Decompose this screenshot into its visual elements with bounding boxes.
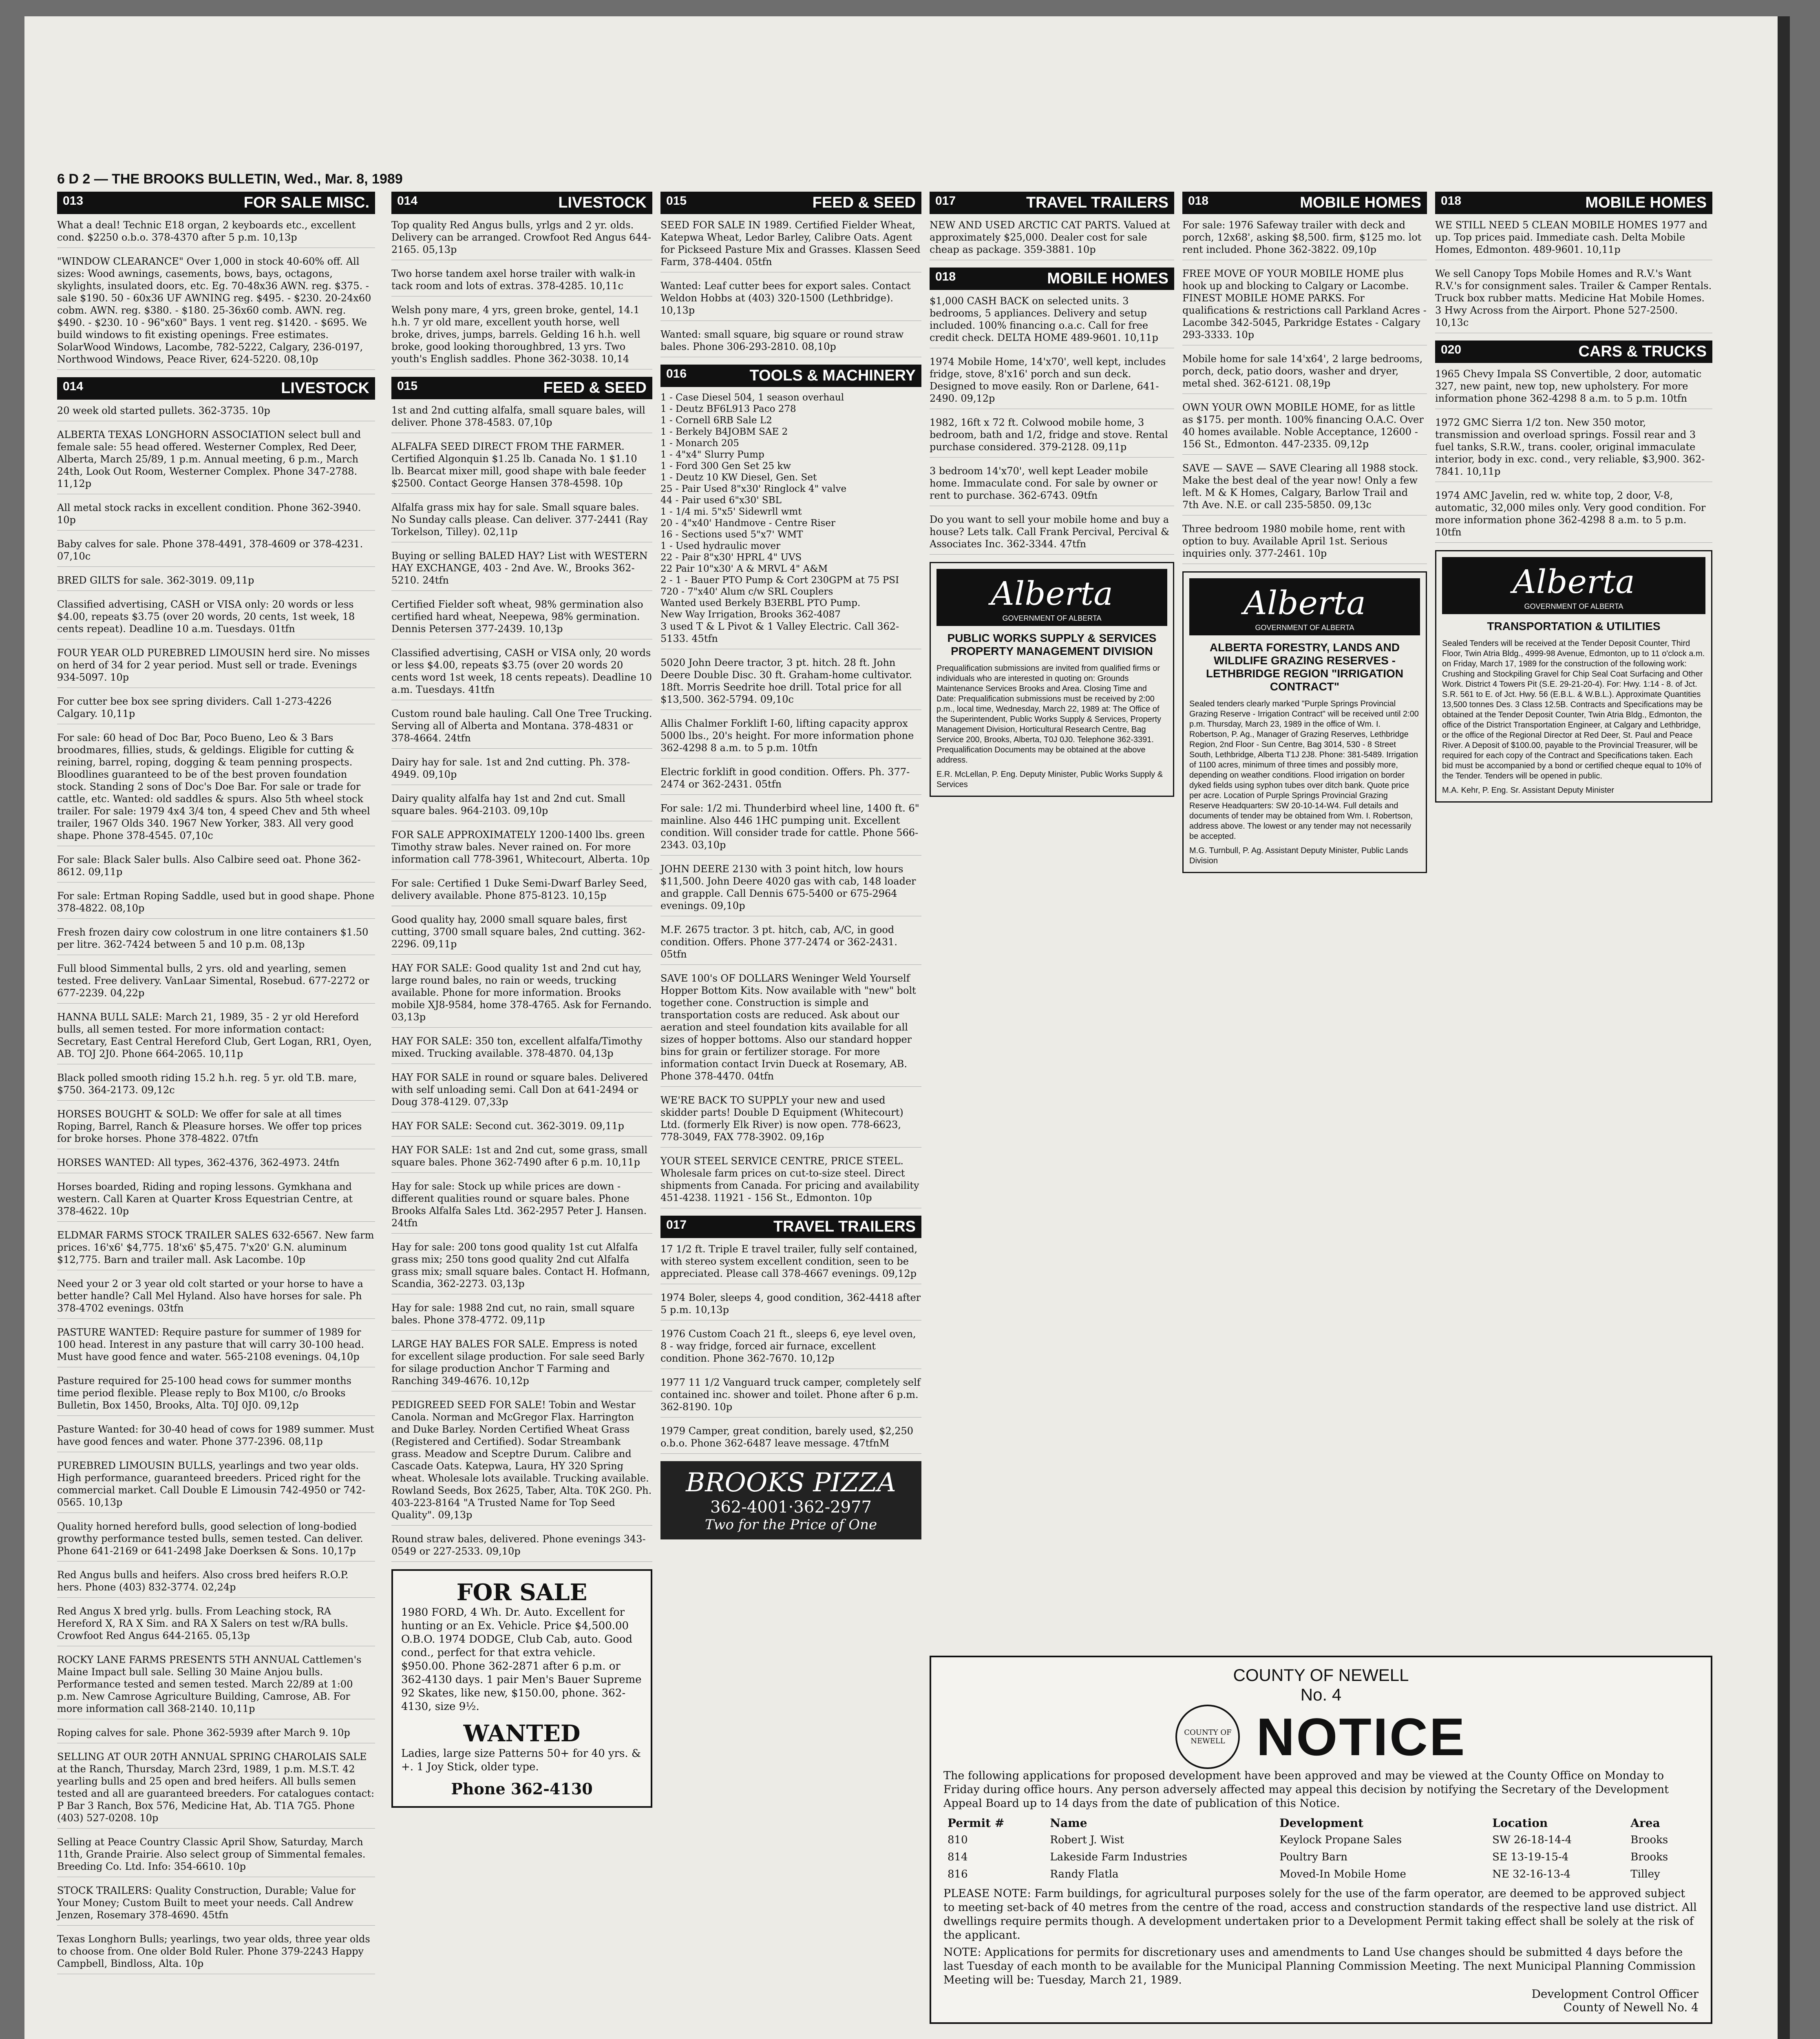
classified-ad: For sale: Black Saler bulls. Also Calbire seed oat. Phone 362-8612. 09,11p <box>57 854 375 882</box>
classified-ad: Need your 2 or 3 year old colt started or your horse to have a better handle? Call Mel Hyland. Also have horses for sale. Ph 378-4702 evenings. 03tfn <box>57 1278 375 1319</box>
table-cell: 816 <box>948 1868 968 1880</box>
column-3 <box>660 188 921 1544</box>
classified-ad: FREE MOVE OF YOUR MOBILE HOME plus hook up and blocking to Calgary or Lacombe. FINEST MOBILE HOME PARKS. For qualifications & restrictions call Parkland Acres - Lacombe 342-5045, Parkridge Estates - Calgary 293-3333. 10p <box>1182 268 1427 345</box>
table-cell: Moved-In Mobile Home <box>1279 1868 1406 1880</box>
classified-ad: Allis Chalmer Forklift I-60, lifting capacity approx 5000 lbs., 20's height. For more information phone 362-4298 8 a.m. to 5 p.m. 10tfn <box>660 717 921 759</box>
notice-please-note: PLEASE NOTE: Farm buildings, for agricultural purposes solely for the use of the farm operator, are deemed to be approved subject to meeting set-back of 40 metres from the centre of the road, access and construction standards of the respective land use district. All dwellings require permits though. A development undertaken prior to a Development Permit taking effect shall be solely at the risk of the applicant. <box>943 1887 1697 1942</box>
classified-ad: Texas Longhorn Bulls; yearlings, two year olds, three year olds to choose from. One older Bold Ruler. Phone 379-2243 Happy Campbell, Bindloss, Alta. 10p <box>57 1933 375 1974</box>
classified-ad: Dairy quality alfalfa hay 1st and 2nd cut. Small square bales. 964-2103. 09,10p <box>391 792 652 821</box>
section-header-018e: 018 MOBILE HOMES <box>1182 192 1427 214</box>
ads-015c <box>660 219 921 357</box>
machinery-item: 1 - Deutz BF6L913 Paco 278 <box>660 404 796 414</box>
classified-ad: Classified advertising, CASH or VISA only: 20 words or less $4.00, repeats $3.75 (over 20 words, 20 cents, 1st week, 18 cents repeat). Deadline 10 a.m. Tuesdays. 01tfn <box>57 598 375 639</box>
table-cell: 814 <box>948 1851 968 1863</box>
table-cell: Robert J. Wist <box>1050 1834 1124 1846</box>
permit-table <box>943 1815 1699 1883</box>
section-header-017d: 017 TRAVEL TRAILERS <box>930 192 1174 214</box>
section-header-018f: 018 MOBILE HOMES <box>1435 192 1712 214</box>
classified-ad: Quality horned hereford bulls, good selection of long-bodied growthy performance tested bulls, semen tested. Can deliver. Phone 641-2169 or 641-2498 Jake Doerksen & Sons. 10,17p <box>57 1520 375 1561</box>
machinery-item: 22 - Pair 8"x30' HPRL 4" UVS <box>660 552 802 563</box>
classified-ad: 5020 John Deere tractor, 3 pt. hitch. 28 ft. John Deere Double Disc. 30 ft. Graham-home cultivator. 18ft. Morris Seedrite hoe drill. Total price for all $13,500. 362-5794. 09,10c <box>660 657 921 710</box>
table-row <box>943 1849 1699 1866</box>
section-header-015: 015 FEED & SEED <box>391 377 652 399</box>
machinery-item: 16 - Sections used 5"x7' WMT <box>660 529 803 540</box>
classified-ad: What a deal! Technic E18 organ, 2 keyboards etc., excellent cond. $2250 o.b.o. 378-4370 after 5 p.m. 10,13p <box>57 219 375 248</box>
ads-013 <box>57 219 375 370</box>
page-header <box>57 171 403 187</box>
page-number: 6 D 2 <box>57 171 91 187</box>
notice-county: COUNTY OF NEWELL <box>1233 1665 1409 1685</box>
column-6 <box>1435 188 1712 808</box>
alberta-ad-signature: M.A. Kehr, P. Eng. Sr. Assistant Deputy Minister <box>1442 786 1615 795</box>
classified-ad: Alfalfa grass mix hay for sale. Small square bales. No Sunday calls please. Can deliver. 377-2441 (Ray Torkelson, Tilley). 02,11p <box>391 501 652 542</box>
classified-ad: HAY FOR SALE: 1st and 2nd cut, some grass, small square bales. Phone 362-7490 after 6 p.m. 10,11p <box>391 1144 652 1173</box>
alberta-ad-body: Sealed Tenders will be received at the Tender Deposit Counter, Third Floor, Twin Atria Bldg., 4999-98 Avenue, Edmonton, up to 11 o'clock a.m. on Friday, March 17, 1989 for the construction of the following work: Crushing and Stockpiling Gravel for Chip Seal Coat Surfacing and Other Work. District 4 Towers Pit (S.E. 29-21-20-4). For: Hwy. 1:14 - 8. of Jct. S.R. 561 to E. of Jct. Hwy. 56 (E.B.L. & W.B.L.). Approximate Quantities 13,500 tonnes Des. 3 Class 12.5B. Contracts and Specifications may be obtained at the Tender Deposit Counter, Twin Atria Bldg., Edmonton, the office of the District Transportation Engineer, at Calgary and Lethbridge, or the office of the Regional Director at Red Deer, St. Paul and Peace River. A Deposit of $100.00, payable to the Provincial Treasurer, will be required for each copy of the Contract and Specifications taken. Each bid must be accompanied by a bond or certified cheque equal to 10% of the Tender. Tenders will be opened in public. <box>1442 639 1705 781</box>
classified-ad: Three bedroom 1980 mobile home, rent with option to buy. Available April 1st. Serious inquiries only. 377-2461. 10p <box>1182 523 1427 564</box>
classified-ad: Wanted: small square, big square or round straw bales. Phone 306-293-2810. 08,10p <box>660 328 921 357</box>
classified-ad: Classified advertising, CASH or VISA only, 20 words or less $4.00, repeats $3.75 (over 20 words 20 cents word 1st week, 18 cents repeats). Deadline 10 a.m. Tuesdays. 41tfn <box>391 647 652 700</box>
table-cell: Randy Flatla <box>1050 1868 1119 1880</box>
classified-ad: Selling at Peace Country Classic April Show, Saturday, March 11th, Grande Prairie. Also select group of Simmental females. Breeding Co. Ltd. Info: 354-6610. 10p <box>57 1836 375 1877</box>
ads-018d <box>930 295 1174 555</box>
table-cell: Poultry Barn <box>1279 1851 1348 1863</box>
classified-ad: HANNA BULL SALE: March 21, 1989, 35 - 2 yr old Hereford bulls, all semen tested. For more information contact: Secretary, East Central Hereford Club, Gert Logan, RR1, Oyen, AB. TOJ 2J0. Phone 664-2065. 10,11p <box>57 1011 375 1064</box>
classified-ad: Baby calves for sale. Phone 378-4491, 378-4609 or 378-4231. 07,10c <box>57 538 375 567</box>
classified-ad: Round straw bales, delivered. Phone evenings 343-0549 or 227-2533. 09,10p <box>391 1533 652 1562</box>
section-header-016: 016 TOOLS & MACHINERY <box>660 365 921 387</box>
classified-ad: PASTURE WANTED: Require pasture for summer of 1989 for 100 head. Interest in any pasture that will carry 30-100 head. Must have good fence and water. 565-2108 evenings. 04,10p <box>57 1326 375 1367</box>
machinery-item: 1 - Used hydraulic mover <box>660 541 781 551</box>
column-header: Area <box>1630 1816 1660 1830</box>
pizza-name: BROOKS PIZZA <box>686 1468 896 1498</box>
table-cell: Lakeside Farm Industries <box>1050 1851 1188 1863</box>
publication-title: — THE BROOKS BULLETIN, Wed., Mar. 8, 1989 <box>94 171 403 187</box>
for-sale-body: 1980 FORD, 4 Wh. Dr. Auto. Excellent for hunting or an Ex. Vehicle. Price $4,500.00 O.B.O. 1974 DODGE, Club Cab, auto. Good cond., perfect for that extra vehicle. $950.00. Phone 362-2871 after 6 p.m. or 362-4130 days. 1 pair Men's Bauer Supreme 92 Skates, like new, $150.00, phone. 362-4130, size 9½. <box>401 1606 642 1713</box>
classified-ad: 1976 Custom Coach 21 ft., sleeps 6, eye level oven, 8 - way fridge, forced air furnace, excellent condition. Phone 362-7670. 10,12p <box>660 1328 921 1369</box>
classified-ad: 1982, 16ft x 72 ft. Colwood mobile home, 3 bedroom, bath and 1/2, fridge and stove. Rental purchase considered. 379-2128. 09,11p <box>930 416 1174 458</box>
classified-ad: Dairy hay for sale. 1st and 2nd cutting. Ph. 378-4949. 09,10p <box>391 756 652 785</box>
alberta-ad-body: Sealed tenders clearly marked "Purple Springs Provincial Grazing Reserve - Irrigation Contract" will be received until 2:00 p.m. Thursday, March 23, 1989 in the office of Wm. I. Robertson, P. Ag., Manager of Grazing Reserves, Lethbridge Region, 2nd Floor - Sun Centre, Bag 3014, 530 - 8 Street South, Lethbridge, Alberta T1J 2J8. Phone: 381-5489. Irrigation of 1100 acres, minimum of three times and possibly more, depending on weather conditions. Flood irrigation on border dyked fields using syphon tubes over ditch bank. Quote price per acre. Location of Purple Springs Provincial Grazing Reserve Headquarters: SW 20-10-14-W4. Full details and documents of tender may be obtained from Wm. I. Robertson, address above. The lowest or any tender may not necessarily be accepted. <box>1189 699 1419 841</box>
notice-signature: Development Control Officer County of Newell No. 4 <box>1531 1987 1699 2014</box>
classified-ad: $1,000 CASH BACK on selected units. 3 bedrooms, 5 appliances. Delivery and setup included. 100% financing o.a.c. Call for free credit check. DELTA HOME 489-9601. 10,11p <box>930 295 1174 348</box>
machinery-item: 1 - Deutz 10 KW Diesel, Gen. Set <box>660 472 817 483</box>
column-header: Name <box>1050 1816 1087 1830</box>
classified-ad: Full blood Simmental bulls, 2 yrs. old and yearling, semen tested. Free delivery. VanLaar Simental, Rosebud. 677-2272 or 677-2239. 04,22p <box>57 962 375 1004</box>
section-header-020: 020 CARS & TRUCKS <box>1435 341 1712 363</box>
classified-ad: 1972 GMC Sierra 1/2 ton. New 350 motor, transmission and overload springs. Fossil rear and 3 fuel tanks, S.R.W., trans. cooler, original immaculate interior, body in exc. cond., very reliable, $3,900. 362-7841. 10,11p <box>1435 416 1712 482</box>
classified-ad: BRED GILTS for sale. 362-3019. 09,11p <box>57 574 375 591</box>
classified-ad: We sell Canopy Tops Mobile Homes and R.V.'s Want R.V.'s for consignment sales. Trailer & Camper Rentals. Truck box rubber matts. Medicine Hat Mobile Homes. 3 Hwy Across from the Airport. Phone 527-2500. 10,13c <box>1435 268 1712 333</box>
wanted-body: Ladies, large size Patterns 50+ for 40 yrs. & +. 1 Joy Stick, older type. <box>401 1747 641 1773</box>
classified-ad: HAY FOR SALE in round or square bales. Delivered with self unloading semi. Call Don at 641-2494 or Doug 378-4129. 07,33p <box>391 1071 652 1112</box>
alberta-public-works-ad: Alberta GOVERNMENT OF ALBERTA PUBLIC WORKS SUPPLY & SERVICES PROPERTY MANAGEMENT DIVISION Prequalification submissions are invited from qualified firms or individuals who are interested in quoting on: Grounds Maintenance Services Brooks and Area. Closing Time and Date: Prequalification submissions must be received by 2:00 p.m., local time, Wednesday, March 22, 1989 at: The Office of the Superintendent, Public Works Supply & Services, Property Management Division, Horticultural Research Centre, Bag Service 200, Brooks, Alberta, T0J 0J0. Telephone 362-3391. Prequalification Documents may be obtained at the above address. E.R. McLellan, P. Eng. Deputy Minister, Public Works Supply & Services <box>930 562 1174 797</box>
classified-ad: ELDMAR FARMS STOCK TRAILER SALES 632-6567. New farm prices. 16'x6' $4,775. 18'x6' $5,475. 7'x20' G.N. aluminum $12,775. Barn and trailer mall. Ask Lacombe. 10p <box>57 1229 375 1270</box>
newspaper-page <box>24 16 1790 2039</box>
notice-intro: The following applications for proposed development have been approved and may be viewed at the County Office on Monday to Friday during office hours. Any person adversely affected may appeal this decision by notifying the Secretary of the Development Appeal Board up to 14 days from the date of publication of this Notice. <box>943 1769 1669 1810</box>
alberta-ad-title: ALBERTA FORESTRY, LANDS AND WILDLIFE GRAZING RESERVES - LETHBRIDGE REGION "IRRIGATION CONTRACT" <box>1206 641 1404 693</box>
ads-014b <box>391 219 652 369</box>
classified-ad: HORSES BOUGHT & SOLD: We offer for sale at all times Roping, Barrel, Ranch & Pleasure horses. We offer top prices for broke horses. Phone 378-4822. 07tfn <box>57 1108 375 1149</box>
classified-ad: Two horse tandem axel horse trailer with walk-in tack room and lots of extras. 378-4285. 10,11c <box>391 268 652 296</box>
notice-number: No. 4 <box>1300 1685 1342 1704</box>
classified-ad: HORSES WANTED: All types, 362-4376, 362-4973. 24tfn <box>57 1157 375 1173</box>
section-header-013: 013 FOR SALE MISC. <box>57 192 375 214</box>
classified-ad: Wanted: Leaf cutter bees for export sales. Contact Weldon Hobbs at (403) 320-1500 (Lethbridge). 10,13p <box>660 280 921 321</box>
machinery-list <box>660 392 921 620</box>
classified-ad: WE STILL NEED 5 CLEAN MOBILE HOMES 1977 and up. Top prices paid. Immediate cash. Delta Mobile Homes, Edmonton. 489-9601. 10,11p <box>1435 219 1712 260</box>
table-cell: Brooks <box>1630 1834 1668 1846</box>
ads-016 <box>660 620 921 1208</box>
classified-ad: LARGE HAY BALES FOR SALE. Empress is noted for excellent silage production. For sale seed Barly for silage production Anchor T Farming and Ranching 349-4676. 10,12p <box>391 1338 652 1391</box>
machinery-item: 44 - Pair used 6"x30' SBL <box>660 495 782 506</box>
classified-ad: Black polled smooth riding 15.2 h.h. reg. 5 yr. old T.B. mare, $750. 364-2173. 09,12c <box>57 1072 375 1101</box>
classified-ad: SAVE 100's OF DOLLARS Weninger Weld Yourself Hopper Bottom Kits. Now available with "new" bolt together cone. Construction is simple and transportation costs are reduced. Ask about our aeration and steel foundation kits available for all sizes of hopper bottoms. Also our standard hopper bins for grain or fertilizer storage. For more information contact Irvin Dueck at Rosemary, AB. Phone 378-4470. 04tfn <box>660 972 921 1087</box>
classified-ad: SELLING AT OUR 20TH ANNUAL SPRING CHAROLAIS SALE at the Ranch, Thursday, March 23rd, 1989, 1 p.m. M.S.T. 42 yearling bulls and 25 open and bred heifers. All bulls semen tested and all are guaranteed breeders. For catalogues contact: P Bar 3 Ranch, Box 576, Medicine Hat, Ab. T1A 7G5. Phone (403) 527-0208. 10p <box>57 1751 375 1829</box>
alberta-ad-title: TRANSPORTATION & UTILITIES <box>1487 620 1661 632</box>
classified-ad: WE'RE BACK TO SUPPLY your new and used skidder parts! Double D Equipment (Whitecourt) Ltd. (formerly Elk River) is now open. 778-6623, 778-3049, FAX 778-3902. 09,16p <box>660 1094 921 1148</box>
ads-017c <box>660 1243 921 1454</box>
machinery-item: 22 Pair 10"x30' A & MRVL 4" A&M <box>660 564 828 574</box>
classified-ad: 1979 Camper, great condition, barely used, $2,250 o.b.o. Phone 362-6487 leave message. 47tfnM <box>660 1425 921 1454</box>
classified-ad: M.F. 2675 tractor. 3 pt. hitch, cab, A/C, in good condition. Offers. Phone 377-2474 or 362-2431. 05tfn <box>660 924 921 965</box>
table-row <box>943 1866 1699 1883</box>
column-header: Permit # <box>948 1816 1005 1830</box>
classified-ad: STOCK TRAILERS: Quality Construction, Durable; Value for Your Money; Custom Built to meet your needs. Call Andrew Jenzen, Rosemary 378-4690. 45tfn <box>57 1884 375 1926</box>
machinery-item: 1 - Cornell 6RB Sale L2 <box>660 415 772 426</box>
column-header: Development <box>1279 1816 1364 1830</box>
classified-ad: For sale: 60 head of Doc Bar, Poco Bueno, Leo & 3 Bars broodmares, fillies, studs, & geldings. Eligible for cutting & reining, barrel, roping, dogging & team penning prospects. Bloodlines guaranteed to be of the best proven foundation stock. Standing 2 sons of Doc's Doe Bar. For sale or trade for cattle, etc. Wanted: old saddles & spurs. Also 5th wheel stock trailer. For sale: 1979 4x4 3/4 ton, 4 speed Chev and 5th wheel trailer, 1967 Olds 340. 1967 New Yorker, 383. All very good shape. Phone 378-4545. 07,10c <box>57 732 375 846</box>
classified-ad: JOHN DEERE 2130 with 3 point hitch, low hours $11,500. John Deere 4020 gas with cab, 148 loader and grapple. Call Dennis 675-5400 or 675-2964 evenings. 09,10p <box>660 863 921 916</box>
section-header-018d: 018 MOBILE HOMES <box>930 268 1174 290</box>
classified-ad: 1974 Mobile Home, 14'x70', well kept, includes fridge, stove, 8'x16' porch and sun deck. Designed to move easily. Ron or Darlene, 641-2490. 09,12p <box>930 356 1174 409</box>
classified-ad: Hay for sale: 1988 2nd cut, no rain, small square bales. Phone 378-4772. 09,11p <box>391 1302 652 1331</box>
alberta-logo: Alberta <box>937 569 1167 614</box>
classified-ad: Custom round bale hauling. Call One Tree Trucking. Serving all of Alberta and Montana. 378-4831 or 378-4664. 24tfn <box>391 708 652 749</box>
classified-ad: 1974 Boler, sleeps 4, good condition, 362-4418 after 5 p.m. 10,13p <box>660 1292 921 1320</box>
table-cell: 810 <box>948 1834 968 1846</box>
wanted-phone: Phone 362-4130 <box>451 1780 593 1798</box>
classified-ad: Horses boarded, Riding and roping lessons. Gymkhana and western. Call Karen at Quarter Kross Equestrian Centre, at 378-4622. 10p <box>57 1181 375 1222</box>
classified-ad: 3 used T & L Pivot & 1 Valley Electric. Call 362-5133. 45tfn <box>660 620 921 649</box>
section-header-014b: 014 LIVESTOCK <box>391 192 652 214</box>
classified-ad: "WINDOW CLEARANCE" Over 1,000 in stock 40-60% off. All sizes: Wood awnings, casements, bows, bays, octagons, skylights, insulated doors, etc. Eg. 70-48x36 AWN. reg. $375. - sale $190. 50 - 60x36 UF AWNING reg. $495. - $230. 20-24x60 cobm. AWN. reg. $380. - $180. 25-36x60 comb. AWN. reg. $490. - $230. 10 - 96"x60" Bays. 1 vent reg. $1420. - $695. We build windows to fit existing openings. Free estimates. SolarWood Windows, Lacombe, 782-5222, Calgary, 236-0197, Northwood Windows, Peace River, 624-5220. 08,10p <box>57 255 375 370</box>
for-sale-box <box>391 1569 652 1808</box>
alberta-forestry-ad: Alberta GOVERNMENT OF ALBERTA ALBERTA FORESTRY, LANDS AND WILDLIFE GRAZING RESERVES - LETHBRIDGE REGION "IRRIGATION CONTRACT" Sealed tenders clearly marked "Purple Springs Provincial Grazing Reserve - Irrigation Contract" will be received until 2:00 p.m. Thursday, March 23, 1989 in the office of Wm. I. Robertson, P. Ag., Manager of Grazing Reserves, Lethbridge Region, 2nd Floor - Sun Centre, Bag 3014, 530 - 8 Street South, Lethbridge, Alberta T1J 2J8. Phone: 381-5489. Irrigation of 1100 acres, minimum of three times and possibly more, depending on weather conditions. Flood irrigation on border dyked fields using syphon tubes over ditch bank. Quote price per acre. Location of Purple Springs Provincial Grazing Reserve Headquarters: SW 20-10-14-W4. Full details and documents of tender may be obtained from Wm. I. Robertson, address above. The lowest or any tender may not necessarily be accepted. M.G. Turnbull, P. Ag. Assistant Deputy Minister, Public Lands Division <box>1182 571 1427 873</box>
classified-ad: Top quality Red Angus bulls, yrlgs and 2 yr. olds. Delivery can be arranged. Crowfoot Red Angus 644-2165. 05,13p <box>391 219 652 260</box>
notice-title: NOTICE <box>1256 1707 1467 1767</box>
classified-ad: FOR SALE APPROXIMATELY 1200-1400 lbs. green Timothy straw bales. Never rained on. For more information call 778-3961, Whitecourt, Alberta. 10p <box>391 829 652 870</box>
classified-ad: 1965 Chevy Impala SS Convertible, 2 door, automatic 327, new paint, new top, new upholstery. For more information phone 362-4298 8 a.m. to 5 p.m. 10tfn <box>1435 368 1712 409</box>
classified-ad: ALBERTA TEXAS LONGHORN ASSOCIATION select bull and female sale: 55 head offered. Westerner Complex, Red Deer, Alberta, March 25/89, 1 p.m. Annual meeting, 6 p.m., March 24th, Look Out Room, Westerner Complex. Phone 347-2788. 11,12p <box>57 429 375 494</box>
table-cell: SE 13-19-15-4 <box>1492 1851 1569 1863</box>
classified-ad: ALFALFA SEED DIRECT FROM THE FARMER. Certified Algonquin $1.25 lb. Canada No. 1 $1.10 lb. Bearcat mixer mill, good shape with bale feeder $2500. Contact George Hansen 378-4598. 10p <box>391 440 652 494</box>
classified-ad: For sale: Certified 1 Duke Semi-Dwarf Barley Seed, delivery available. Phone 875-8123. 10,15p <box>391 877 652 906</box>
classified-ad: Pasture required for 25-100 head cows for summer months time period flexible. Please reply to Box M100, c/o Brooks Bulletin, Box 1450, Brooks, Alta. T0J 0J0. 09,12p <box>57 1375 375 1416</box>
section-header-014: 014 LIVESTOCK <box>57 377 375 400</box>
column-2 <box>391 188 652 1808</box>
classified-ad: Mobile home for sale 14'x64', 2 large bedrooms, porch, deck, patio doors, washer and dryer, metal shed. 362-6121. 08,19p <box>1182 353 1427 394</box>
classified-ad: Red Angus X bred yrlg. bulls. From Leaching stock, RA Hereford X, RA X Sim. and RA X Salers on test w/RA bulls. Crowfoot Red Angus 644-2165. 05,13p <box>57 1605 375 1646</box>
county-seal-icon: COUNTY OF NEWELL <box>1175 1705 1240 1769</box>
section-header-017c: 017 TRAVEL TRAILERS <box>660 1216 921 1238</box>
column-1 <box>57 188 375 1982</box>
machinery-item: 1 - Case Diesel 504, 1 season overhaul <box>660 392 844 403</box>
classified-ad: SAVE — SAVE — SAVE Clearing all 1988 stock. Make the best deal of the year now! Only a few left. M & K Homes, Calgary, Barlow Trail and 7th Ave. N.E. or call 235-5850. 09,13c <box>1182 462 1427 515</box>
pizza-phone: 362-4001·362-2977 <box>710 1498 872 1517</box>
machinery-item: 20 - 4"x40' Handmove - Centre Riser <box>660 518 835 529</box>
machinery-item: 1 - 4"x4" Slurry Pump <box>660 449 764 460</box>
ads-017d <box>930 219 1174 260</box>
classified-ad: Hay for sale: 200 tons good quality 1st cut Alfalfa grass mix; 250 tons good quality 2nd cut Alfalfa grass mix; small square bales. Contact H. Hofmann, Scandia, 362-2273. 03,13p <box>391 1241 652 1294</box>
classified-ad: 3 bedroom 14'x70', well kept Leader mobile home. Immaculate cond. For sale by owner or rent to purchase. 362-6743. 09tfn <box>930 465 1174 506</box>
classified-ad: Certified Fielder soft wheat, 98% germination also certified hard wheat, Neepewa, 98% germination. Dennis Petersen 377-2439. 10,13p <box>391 598 652 639</box>
classified-ad: For sale: Ertman Roping Saddle, used but in good shape. Phone 378-4822. 08,10p <box>57 890 375 919</box>
alberta-ad-title: PUBLIC WORKS SUPPLY & SERVICES PROPERTY MANAGEMENT DIVISION <box>947 632 1157 657</box>
classified-ad: Red Angus bulls and heifers. Also cross bred heifers R.O.P. hers. Phone (403) 832-3774. 02,24p <box>57 1569 375 1598</box>
ads-015 <box>391 404 652 1562</box>
ads-014 <box>57 405 375 1974</box>
classified-ad: Do you want to sell your mobile home and buy a house? Lets talk. Call Frank Percival, Percival & Associates Inc. 362-3344. 47tfn <box>930 513 1174 555</box>
machinery-item: 1 - Berkely B4JOBM SAE 2 <box>660 427 788 437</box>
classified-ad: HAY FOR SALE: Second cut. 362-3019. 09,11p <box>391 1120 652 1137</box>
machinery-item: 2 - 1 - Bauer PTO Pump & Cort 230GPM at 75 PSI <box>660 575 899 586</box>
classified-ad: YOUR STEEL SERVICE CENTRE, PRICE STEEL. Wholesale farm prices on cut-to-size steel. Direct shipments from Canada. For pricing and availability 451-4238. 11921 - 156 St., Edmonton. 10p <box>660 1155 921 1208</box>
ads-020 <box>1435 368 1712 543</box>
table-cell: Keylock Propane Sales <box>1279 1834 1402 1846</box>
table-row <box>943 1831 1699 1849</box>
ads-018f <box>1435 219 1712 333</box>
classified-ad: PEDIGREED SEED FOR SALE! Tobin and Westar Canola. Norman and McGregor Flax. Harrington and Duke Barley. Norden Certified Wheat Grass (Registered and Certified). Sodar Streambank grass. Meadow and Sceptre Durum. Calibre and Cascade Oats. Katepwa, Laura, HY 320 Spring wheat. Wholesale lots available. Trucking available. Rowland Seeds, Box 2625, Taber, Alta. T0K 2G0. Ph. 403-223-8164 "A Trusted Name for Top Seed Quality". 09,13p <box>391 1399 652 1526</box>
classified-ad: Fresh frozen dairy cow colostrum in one litre containers $1.50 per litre. 362-7424 between 5 and 10 p.m. 08,13p <box>57 926 375 955</box>
classified-ad: FOUR YEAR OLD PUREBRED LIMOUSIN herd sire. No misses on herd of 34 for 2 year period. Must sell or trade. Evenings 934-5097. 10p <box>57 647 375 688</box>
classified-ad: 1st and 2nd cutting alfalfa, small square bales, will deliver. Phone 378-4583. 07,10p <box>391 404 652 433</box>
table-cell: Brooks <box>1630 1851 1668 1863</box>
classified-ad: For sale: 1976 Safeway trailer with deck and porch, 12x68', asking $8,500. firm, $125 mo. lot rent included. Phone 362-3822. 09,10p <box>1182 219 1427 260</box>
column-4 <box>930 188 1174 803</box>
classified-ad: Hay for sale: Stock up while prices are down - different qualities round or square bales. Phone Brooks Alfalfa Sales Ltd. 362-2957 Peter J. Hansen. 24tfn <box>391 1180 652 1234</box>
column-header: Location <box>1492 1816 1548 1830</box>
alberta-transportation-ad: Alberta GOVERNMENT OF ALBERTA TRANSPORTATION & UTILITIES Sealed Tenders will be received at the Tender Deposit Counter, Third Floor, Twin Atria Bldg., 4999-98 Avenue, Edmonton, up to 11 o'clock a.m. on Friday, March 17, 1989 for the construction of the following work: Crushing and Stockpiling Gravel for Chip Seal Coat Surfacing and Other Work. District 4 Towers Pit (S.E. 29-21-20-4). For: Hwy. 1:14 - 8. of Jct. S.R. 561 to E. of Jct. Hwy. 56 (E.B.L. & W.B.L.). Approximate Quantities 13,500 tonnes Des. 3 Class 12.5B. Contracts and Specifications may be obtained at the Tender Deposit Counter, Twin Atria Bldg., Edmonton, the office of the District Transportation Engineer, at Calgary and Lethbridge, or the office of the Regional Director at Red Deer, St. Paul and Peace River. A Deposit of $100.00, payable to the Provincial Treasurer, will be required for each copy of the Contract and Specifications taken. Each bid must be accompanied by a bond or certified cheque equal to 10% of the Tender. Tenders will be opened in public. M.A. Kehr, P. Eng. Sr. Assistant Deputy Minister <box>1435 550 1712 803</box>
classified-ad: Pasture Wanted: for 30-40 head of cows for 1989 summer. Must have good fences and water. Phone 377-2396. 08,11p <box>57 1423 375 1452</box>
classified-ad: For sale: 1/2 mi. Thunderbird wheel line, 1400 ft. 6" mainline. Also 446 1HC pumping unit. Excellent condition. Will consider trade for cattle. Phone 566-2343. 03,10p <box>660 802 921 856</box>
classified-ad: NEW AND USED ARCTIC CAT PARTS. Valued at approximately $25,000. Dealer cost for sale cheap as package. 359-3881. 10p <box>930 219 1174 260</box>
table-cell: SW 26-18-14-4 <box>1492 1834 1572 1846</box>
classified-ad: Good quality hay, 2000 small square bales, first cutting, 3700 small square bales, 2nd cutting. 362-2296. 09,11p <box>391 913 652 955</box>
machinery-item: 1 - 1/4 mi. 5"x5' Sidewrll wmt <box>660 506 802 517</box>
machinery-item: 1 - Monarch 205 <box>660 438 739 449</box>
machinery-item: Wanted used Berkely B3ERBL PTO Pump. <box>660 598 861 608</box>
classified-ad: ROCKY LANE FARMS PRESENTS 5TH ANNUAL Cattlemen's Maine Impact bull sale. Selling 30 Maine Anjou bulls. Performance tested and semen tested. March 22/89 at 1:00 p.m. New Camrose Agriculture Building, Camrose, AB. For more information call 368-2140. 10,11p <box>57 1654 375 1719</box>
brooks-pizza-ad <box>660 1461 921 1539</box>
machinery-item: 720 - 7"x40' Alum c/w SRL Couplers <box>660 586 833 597</box>
section-header-015c: 015 FEED & SEED <box>660 192 921 214</box>
for-sale-title: FOR SALE <box>456 1579 588 1606</box>
column-5 <box>1182 188 1427 879</box>
classified-ad: 20 week old started pullets. 362-3735. 10p <box>57 405 375 421</box>
classified-ad: OWN YOUR OWN MOBILE HOME, for as little as $175. per month. 100% financing O.A.C. Over 40 homes available. Noble Acceptance, 12600 - 156 St., Edmonton. 447-2335. 09,12p <box>1182 401 1427 455</box>
machinery-item: 1 - Ford 300 Gen Set 25 kw <box>660 461 791 471</box>
classified-ad: 1977 11 1/2 Vanguard truck camper, completely self contained inc. shower and toilet. Phone after 6 p.m. 362-8190. 10p <box>660 1376 921 1418</box>
alberta-ad-signature: M.G. Turnbull, P. Ag. Assistant Deputy Minister, Public Lands Division <box>1189 846 1408 865</box>
wanted-title: WANTED <box>463 1720 581 1747</box>
pizza-tagline: Two for the Price of One <box>705 1517 877 1533</box>
classified-ad: Welsh pony mare, 4 yrs, green broke, gentel, 14.1 h.h. 7 yr old mare, excellent youth horse, well broke, drives, jumps, barrels. Gelding 16 h.h. well broke, good looking thoroughbred, 13 yrs. Two youth's English saddles. Phone 362-3038. 10,14 <box>391 304 652 369</box>
classified-ad: HAY FOR SALE: 350 ton, excellent alfalfa/Timothy mixed. Trucking available. 378-4870. 04,13p <box>391 1035 652 1064</box>
alberta-ad-signature: E.R. McLellan, P. Eng. Deputy Minister, Public Works Supply & Services <box>937 770 1163 789</box>
alberta-ad-body: Prequalification submissions are invited from qualified firms or individuals who are interested in quoting on: Grounds Maintenance Services Brooks and Area. Closing Time and Date: Prequalification submissions must be received by 2:00 p.m., local time, Wednesday, March 22, 1989 at: The Office of the Superintendent, Public Works Supply & Services, Property Management Division, Horticultural Research Centre, Bag Service 200, Brooks, Alberta, T0J 0J0. Telephone 362-3391. Prequalification Documents may be obtained at the above address. <box>937 664 1162 765</box>
machinery-item: New Way Irrigation, Brooks 362-4087 <box>660 609 841 620</box>
classified-ad: PUREBRED LIMOUSIN BULLS, yearlings and two year olds. High performance, guaranteed breeders. Priced right for the commercial market. Call Double E Limousin 742-4950 or 742-0565. 10,13p <box>57 1460 375 1513</box>
classified-ad: 17 1/2 ft. Triple E travel trailer, fully self contained, with stereo system excellent condition, seen to be appreciated. Please call 378-4667 evenings. 09,12p <box>660 1243 921 1284</box>
county-notice <box>930 1656 1712 2024</box>
alberta-logo: Alberta <box>1442 557 1705 602</box>
machinery-item: 25 - Pair Used 8"x30' Ringlock 4" valve <box>660 484 847 494</box>
classified-ad: Buying or selling BALED HAY? List with WESTERN HAY EXCHANGE, 403 - 2nd Ave. W., Brooks 362-5210. 24tfn <box>391 550 652 591</box>
classified-ad: SEED FOR SALE IN 1989. Certified Fielder Wheat, Katepwa Wheat, Ledor Barley, Calibre Oats. Agent for Pickseed Pasture Mix and Grasses. Klassen Seed Farm, 378-4404. 05tfn <box>660 219 921 272</box>
notice-note: NOTE: Applications for permits for discretionary uses and amendments to Land Use changes should be submitted 4 days before the last Tuesday of each month to be available for the Municipal Planning Commission Meeting. The next Municipal Planning Commission Meeting will be: Tuesday, March 21, 1989. <box>943 1946 1696 1986</box>
classified-ad: 1974 AMC Javelin, red w. white top, 2 door, V-8, automatic, 32,000 miles only. Very good condition. For more information phone 362-4298 8 a.m. to 5 p.m. 10tfn <box>1435 489 1712 543</box>
table-cell: Tilley <box>1630 1868 1660 1880</box>
classified-ad: All metal stock racks in excellent condition. Phone 362-3940. 10p <box>57 502 375 531</box>
table-cell: NE 32-16-13-4 <box>1492 1868 1571 1880</box>
ads-018e <box>1182 219 1427 564</box>
classified-ad: Roping calves for sale. Phone 362-5939 after March 9. 10p <box>57 1727 375 1743</box>
classified-ad: Electric forklift in good condition. Offers. Ph. 377-2474 or 362-2431. 05tfn <box>660 766 921 795</box>
classified-ad: HAY FOR SALE: Good quality 1st and 2nd cut hay, large round bales, no rain or weeds, trucking available. Phone for more information. Brooks mobile XJ8-9584, home 378-4765. Ask for Fernando. 03,13p <box>391 962 652 1028</box>
alberta-logo: Alberta <box>1189 578 1420 624</box>
classified-ad: For cutter bee box see spring dividers. Call 1-273-4226 Calgary. 10,11p <box>57 695 375 724</box>
